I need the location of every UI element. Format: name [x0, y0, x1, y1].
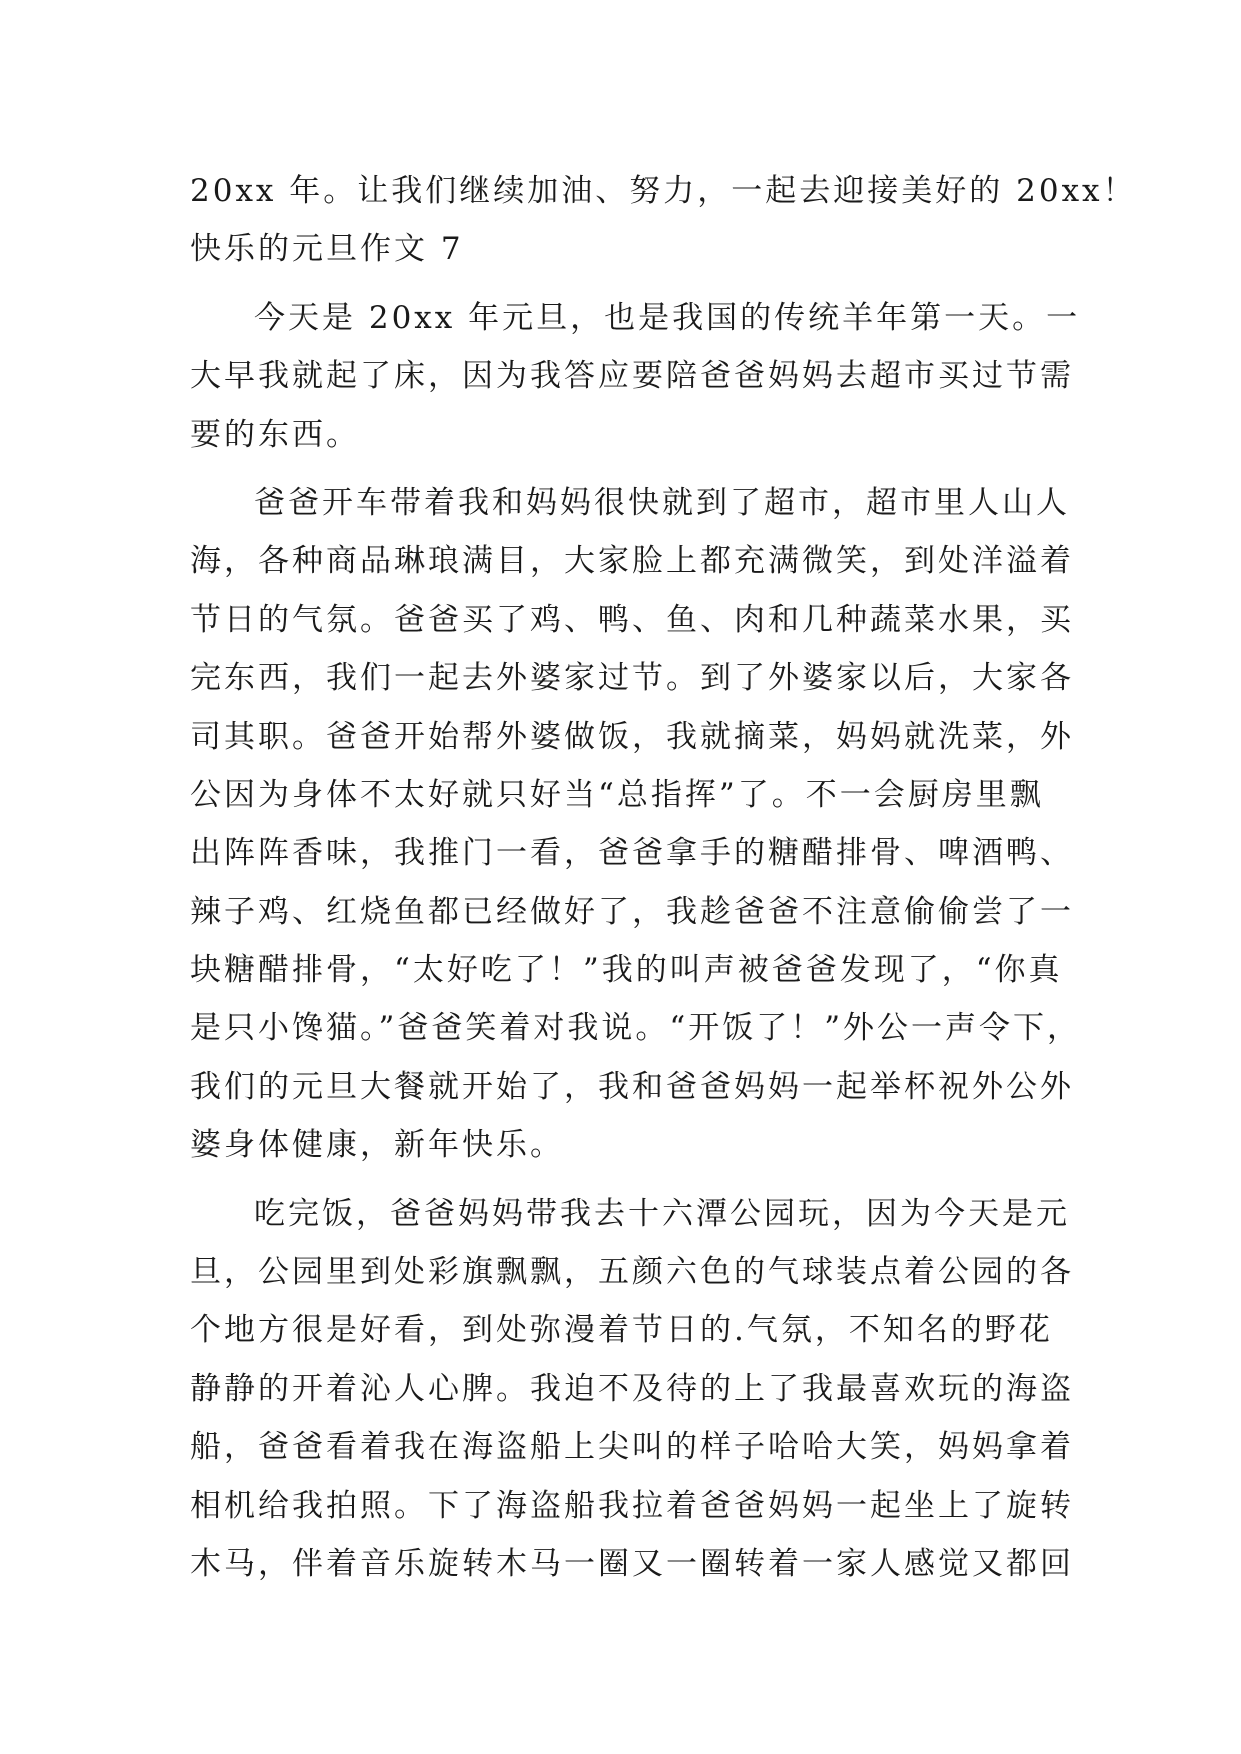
text-line: 婆身体健康，新年快乐。: [190, 1127, 564, 1164]
text-line: 爸爸开车带着我和妈妈很快就到了超市，超市里人山人: [254, 484, 1070, 521]
text-line: 今天是 20xx 年元旦，也是我国的传统羊年第一天。一: [254, 299, 1081, 336]
text-line: 公因为身体不太好就只好当“总指挥”了。不一会厨房里飘: [190, 776, 1044, 813]
text-line: 船，爸爸看着我在海盗船上尖叫的样子哈哈大笑，妈妈拿着: [190, 1429, 1074, 1466]
text-line: 块糖醋排骨，“太好吃了！”我的叫声被爸爸发现了，“你真: [190, 952, 1063, 989]
text-line: 静静的开着沁人心脾。我迫不及待的上了我最喜欢玩的海盗: [190, 1370, 1074, 1407]
text-line: 旦，公园里到处彩旗飘飘，五颜六色的气球装点着公园的各: [190, 1254, 1074, 1291]
text-line: 海，各种商品琳琅满目，大家脸上都充满微笑，到处洋溢着: [190, 543, 1074, 580]
text-line: 要的东西。: [190, 416, 360, 453]
text-line: 吃完饭，爸爸妈妈带我去十六潭公园玩，因为今天是元: [254, 1195, 1070, 1232]
text-line: 司其职。爸爸开始帮外婆做饭，我就摘菜，妈妈就洗菜，外: [190, 718, 1074, 755]
text-line: 是只小馋猫。”爸爸笑着对我说。“开饭了！”外公一声令下，: [190, 1010, 1082, 1047]
paragraph-gap: [190, 1175, 1070, 1185]
text-line: 20xx 年。让我们继续加油、努力，一起去迎接美好的 20xx！: [190, 173, 1137, 209]
text-line: 木马，伴着音乐旋转木马一圈又一圈转着一家人感觉又都回: [190, 1545, 1074, 1582]
text-line: 出阵阵香味，我推门一看，爸爸拿手的糖醋排骨、啤酒鸭、: [190, 835, 1074, 872]
paragraph-gap: [190, 279, 1070, 289]
text-line: 我们的元旦大餐就开始了，我和爸爸妈妈一起举杯祝外公外: [190, 1068, 1074, 1105]
paragraph-gap: [190, 464, 1070, 474]
text-line: 个地方很是好看，到处弥漫着节日的.气氛，不知名的野花: [190, 1312, 1053, 1349]
text-line: 大早我就起了床，因为我答应要陪爸爸妈妈去超市买过节需: [190, 358, 1074, 395]
text-line: 完东西，我们一起去外婆家过节。到了外婆家以后，大家各: [190, 660, 1074, 697]
text-line: 相机给我拍照。下了海盗船我拉着爸爸妈妈一起坐上了旋转: [190, 1487, 1074, 1524]
section-heading: 快乐的元旦作文 7: [190, 231, 464, 268]
text-line: 辣子鸡、红烧鱼都已经做好了，我趁爸爸不注意偷偷尝了一: [190, 893, 1074, 930]
article-body: [190, 162, 1137, 1593]
text-line: 节日的气氛。爸爸买了鸡、鸭、鱼、肉和几种蔬菜水果，买: [190, 601, 1074, 638]
